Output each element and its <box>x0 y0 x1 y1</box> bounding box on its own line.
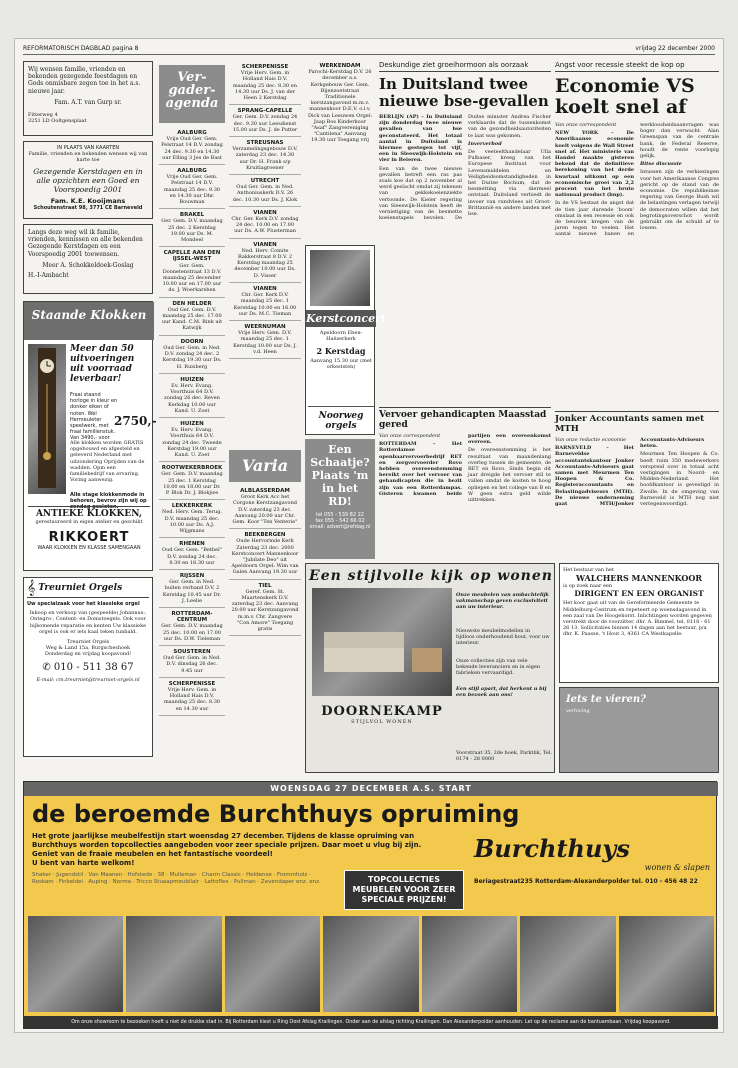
verloving-sub: verloving <box>566 708 590 714</box>
burchthuys-body <box>32 832 452 868</box>
agenda-location: VIANEN <box>253 209 277 216</box>
burchthuys-body1: Het grote jaarlijkse meubelfestijn start woensdag 27 december. Tijdens de klasse opruiming van <box>32 832 415 840</box>
agenda-listing <box>229 61 301 105</box>
thanks-ad-signature: Fam. A.T. van Gurp sr. <box>54 98 122 106</box>
klokken-note: Alle stage klokkenmode in behoren, bevrov zijn wij op zondag gesloten. <box>70 492 147 511</box>
rikkoert-sub: WAAR KLOKKEN EN KLASSE SAMENGAAN <box>37 545 141 551</box>
agenda-column-1 <box>159 127 225 777</box>
rikkoert-logo <box>28 530 150 551</box>
agenda-details: Geref. Gem. St. Maartenskerk D.V. zaterdag 23 dec. Aanvang 20.00 uur Kerstzangavond m.m.v. Chr. Zangvere "Con Amore" Toegang gratis <box>231 588 299 633</box>
agenda-listing <box>229 137 301 175</box>
jonker-headline: Jonker Accountants samen met MTH <box>555 411 719 434</box>
agenda-listing <box>159 608 225 646</box>
duitsland-kicker: Deskundige ziet groeihormoon als oorzaak <box>379 61 551 72</box>
agenda-listing <box>159 127 225 165</box>
orgels-brand: Treurniet Orgels <box>38 583 123 593</box>
walcheren-pre: Het bestuur van het <box>563 567 614 573</box>
agenda-listing <box>159 336 225 374</box>
agenda-column-2 <box>229 61 301 446</box>
agenda-listing <box>229 321 301 359</box>
burchthuys-body3: Geniet van de fraaie meubelen en het fantastische voordeel! <box>32 850 273 858</box>
doornekamp-text2: Onze collecties zijn van vele bekende leveranciers en in eigen fabrieken vervaardigd. <box>456 658 541 677</box>
duitsland-subhead: Inververbod <box>468 140 502 147</box>
klokken-title: Staande Klokken <box>31 308 147 322</box>
klokken-antique <box>28 506 150 525</box>
orgels-header <box>27 581 149 598</box>
doornekamp-logo <box>312 704 452 725</box>
agenda-listing <box>159 646 225 678</box>
kerstconcert-sub: Apeldoorn Eben-Haëzerkerk <box>319 330 363 343</box>
cards-ad <box>23 141 153 219</box>
agenda-location: TIEL <box>258 582 272 589</box>
agenda-details: Ger. Gem. D.V. maandag 25 dec. 2 Kerstdag 19.00 uur Ds. M. Mondeel <box>161 218 223 244</box>
cards-ad-line3: Gezegende Kerstdagen en in alle opzichten een Goed en Voorspoedig 2001 <box>33 166 143 194</box>
long-ad-signature: Meer A. Schokkeldoek-Goslag <box>42 261 134 269</box>
klokken-sub3: uit voorraad <box>70 364 132 374</box>
klokken-sub1: Meer dan 50 <box>70 344 134 354</box>
burchthuys-logo-sub: wonen & slapen <box>644 863 710 872</box>
doornekamp-brand-sub: STIJLVOL WONEN <box>351 719 413 725</box>
jonker-lead: BARNEVELD – Het Barneveldse accountantskantoor Jonker Accountants-Adviseurs gaat samen met Meurmen Ten Hoopen & Co. Registeraccountants en Belastingadviseurs (MTH). De nieuwe onderneming gaat MTH/Jonker Accountants-Adviseurs heten. <box>555 437 705 508</box>
economie-headline: Economie VS koelt snel af <box>555 75 695 118</box>
agenda-listing <box>159 209 225 247</box>
walcheren-title: WALCHERS MANNENKOOR <box>576 573 702 584</box>
agenda-location: ROTTERDAM-CENTRUM <box>171 611 213 624</box>
agenda-location: LEKKERKERK <box>171 503 213 510</box>
header-right: vrijdag 22 december 2000 <box>635 45 715 52</box>
klokken-headline <box>70 344 150 384</box>
agenda-details: Ned. Herv. Gem. Terug. D.V. maandag 25 dec. 10.00 uur Ds. A.J. Wijgmans <box>161 509 222 534</box>
doornekamp-tagline2: Een stijl apart, dat herkent u bij een bezoek aan ons! <box>456 686 547 699</box>
agenda-listing <box>229 175 301 207</box>
agenda-column-3 <box>229 485 301 775</box>
agenda-listing <box>229 283 301 321</box>
agenda-location: BEEKBERGEN <box>244 532 286 539</box>
verloving-title: Iets te vieren? <box>566 694 646 705</box>
agenda-listing <box>229 485 301 529</box>
doornekamp-brand: DOORNEKAMP <box>321 704 443 719</box>
walcheren-ad <box>559 563 719 683</box>
agenda-listing <box>159 165 225 209</box>
burchthuys-logo <box>474 834 710 885</box>
agenda-listing <box>159 538 225 570</box>
agenda-listing <box>159 247 225 297</box>
agenda-details: Oud Ger. Gem. in Ned. Anthoniuskerk D.V. 26 dec. 10.30 uur Ds. J. Klok <box>232 184 298 203</box>
phone-icon: ✆ <box>42 661 51 673</box>
header-left: REFORMATORISCH DAGBLAD pagina 8 <box>23 45 139 52</box>
economie-body: In de VS bestaat de angst dat de tien jaar durende 'boom' omslaat in een recessie en ook de beurzen kregen van de jaren tegen te voelen. Het aantal nieuwe banen en werkloosheidsaanvragen was hoger dan verwacht. Alan Greenspan van de centrale bank, de Federal Reserve, houdt de rente voorlopig gelijk. <box>555 122 719 238</box>
agenda-location: VIANEN <box>253 285 277 292</box>
agenda-listing <box>229 529 301 579</box>
article-vervoer <box>379 407 551 557</box>
furniture-photo-1 <box>28 916 123 1012</box>
vervoer-headline: Vervoer gehandicapten Maasstad gered <box>379 407 551 430</box>
klokken-price-intro: Fraai staand horloge in kleur en donker eiken of noten. Wel Hermeuleter speelwerk, met fraai famillenstuk. Van 3490,- voor <box>70 392 118 442</box>
werkendam-title: WERKENDAM <box>319 63 361 69</box>
vergader-title-block <box>159 65 225 123</box>
werkendam-notice <box>305 61 375 241</box>
burchthuys-address: Beriagestraat235 Rotterdam-Alexanderpolder tel. 010 - 456 48 22 <box>474 878 698 885</box>
orgels-phone: 010 - 511 38 67 <box>53 661 134 673</box>
economie-kicker: Angst voor recessie steekt de kop op <box>555 61 719 72</box>
noorweg-brand: Noorweg orgels <box>308 406 374 431</box>
furniture-photo-4 <box>323 916 418 1012</box>
newspaper-page <box>14 38 724 1033</box>
article-jonker <box>555 411 719 561</box>
kerstconcert-title: Kerstconcert <box>306 312 386 325</box>
walcheren-text: Het koor gaat uit van de Gereformeerde Gemeente te Middelburg-Centrum en repeteert op woensdagavond in een zaal van De Hoogehorst. Inlichtingen worden gegeven verstrekt door de voorzitter, dhr. A. Bimmel, tel. 0118 - 61 26 13. Sollicitaties binnen 14 dagen aan het bestuur, p/a dhr. K. Paasse, 't Hout 3, 4361 CA Westkapelle. <box>563 600 712 638</box>
klokken-ad <box>23 301 157 571</box>
economie-body2: Intussen zijn de verkiezingen voor het Amerikaanse Congres gericht op de stand van de economie. De republikeinse regering van George Bush wil de belastingen verlagen terwijl de democraten willen dat het begrotingsoverschot wordt gebruikt om de schuld af te lossen. <box>640 169 719 232</box>
schaatje-title: Een Schaatje? Plaats 'm in het RD! <box>310 443 370 508</box>
furniture-photo-3 <box>225 916 320 1012</box>
cards-ad-name: Fam. K.E. Kooijmans <box>50 196 126 205</box>
furniture-photo-7 <box>619 916 714 1012</box>
furniture-photo-6 <box>520 916 615 1012</box>
economie-subhead: Bitse discussie <box>640 161 682 168</box>
jonker-byline: Van onze redactie economie <box>555 437 627 443</box>
agenda-location: BRAKEL <box>179 212 205 219</box>
cards-ad-line2: Familie, vrienden en bekenden wensen wij van harte toe <box>28 151 148 164</box>
agenda-location: ALBLASSERDAM <box>240 488 290 494</box>
agenda-details: Oud Ger. Gem. in Ned. D.V. zondag 24 dec. 2 Kerstdag 19.30 uur Ds. H. Ruisberg <box>162 344 222 370</box>
agenda-listing <box>159 374 225 418</box>
agenda-details: Ger. Gem. D.V. maandag 25 dec. 1 Kerstdag 10.00 en 18.00 uur Dr. P. Blok Dr. J. Blokjwe <box>161 471 223 496</box>
verloving-ad <box>559 687 719 773</box>
grandfather-clock-icon <box>28 344 66 494</box>
varia-title: Varia <box>241 456 289 475</box>
economie-lead: NEW YORK – De Amerikaanse economie koelt volgens de Wall Street snel af. Het ministerie van Handel maakte gisteren bekend dat de definitieve berekening van het derde kwartaal uitkomt op een economische groei van 2,2 procent van het bruto nationaal product (bnp). <box>555 130 634 199</box>
klokken-antique-sub: gerestaureerd in eigen atelier en geschikt <box>35 519 143 525</box>
agenda-listing <box>159 678 225 716</box>
agenda-details: Oude Hervormde Kerk Zaterdag 23 dec. 2000 Kerstconcert Mannenkoor "Jubilate Deo" uit Apeldoorn Orgel: Wim van Galen Aanvang 19.30 uur <box>231 538 299 576</box>
duitsland-lead: BERLIJN (AP) – In Duitsland zijn donderdag twee nieuwe gevallen van bse geconstateerd. Het totaal aantal in Duitsland is hiermee gestegen tot vijf, een in Sleeswijk-Holstein en vier in Beieren. <box>379 114 462 164</box>
agenda-details: Chr. Ger. Kerk D.V. zondag 24 dec. 10.00 en 17.00 uur Ds. A.W. Plusterman <box>231 216 299 235</box>
burchthuys-logo-text: Burchthuys <box>474 834 630 863</box>
kerstconcert-date: 2 Kerstdag <box>316 346 366 356</box>
agenda-location: ROOTWEKERBROEK <box>161 465 223 472</box>
duitsland-headline: In Duitsland twee nieuwe bse-gevallen <box>379 75 549 110</box>
klokken-list: Alle klokken worden GRATIS opgebouwd en afgesteld en geleverd Nederland met uitzondering Oprijden van de wadden. Opm een familiebedrijf van ervaring. Voring aanwezig. <box>70 440 145 484</box>
agenda-listing <box>229 207 301 239</box>
agenda-listing <box>229 580 301 637</box>
agenda-details: Ger. Gem. in Ned. buiten verband D.V. 2 Kerstdag 10.45 uur Dr. J. Leelie <box>162 579 222 604</box>
agenda-details: Vrije Herv. Gem. D.V. maandag 25 dec. 1 Kerstdag 10.00 uur Ds. J. v.d. Heen <box>233 330 297 355</box>
walcheren-mid: is op zoek naar een <box>563 583 613 590</box>
thanks-ad <box>23 61 153 136</box>
agenda-details: Groot Kerk Acc het Corgone Kerstzangavond D.V. zaterdag 23 dec. Aanvang 20.00 uur Chr. Gem. Koor "Ten Venterie" <box>232 494 298 526</box>
burchthuys-body2: Burchthuys worden topcollecties aangeboden voor zeer speciale prijzen. Daar moet u vlug bij zijn. <box>32 841 422 849</box>
doornekamp-photo <box>312 588 452 696</box>
schaatje-ad <box>305 439 375 559</box>
vervoer-body: De overeenstemming is het resultaat van maandenlang overleg tussen de gemeente, de RET en Rovo. Sinds begin dit jaar dreigde het vervoer stil te vallen omdat de kosten te hoog opliepen en het college van B en W geen extra geld wilde uittrekken. <box>468 447 551 504</box>
doornekamp-address: Voorstraat 35, 2de hoek, Parktlik, Tel. 0174 - 28 0000 <box>456 750 553 763</box>
klokken-sub4: leverbaar! <box>70 374 122 384</box>
duitsland-body2: De veeteelthandelaar Ulla Pulbaser, kreeg van het Europese Instituut voor Levensmiddelen en Veiligheidsomstandigheden in het Duitse Bochum, dat de besmetting via diermeel ontstaat. Duitsland verbiedt de invoer van rundvlees uit Groot-Brittannië en andere landen met bse. <box>468 149 551 218</box>
agenda-details: Ger. Gem. Doonetenstraat 13 D.V. maandag 25 december 10.00 uur en 17.00 uur ds. J. Woerkarsben <box>162 262 222 294</box>
varia-title-block <box>229 450 301 482</box>
agenda-location: VIANEN <box>253 241 277 248</box>
agenda-details: Oud Ger. Gem. "Bethel" D.V. zondag 24 dec. 8.30 en 18.30 uur <box>162 547 222 566</box>
agenda-listing <box>159 298 225 336</box>
agenda-details: Ev. Herv. Evang. Voorthuis 64 D.V. zondag 26 dec. Reven Kerkdag 10.00 uur Kand. U. Zoet <box>164 382 220 414</box>
klokken-sub2: uitvoeringen <box>70 354 135 364</box>
agenda-listing <box>159 462 225 500</box>
agenda-listing <box>159 500 225 538</box>
agenda-details: Oud Ger. Gem. D.V. maandag 25 dec. 17.00 uur Kand. C.M. Rink uit Katwijk <box>161 306 223 332</box>
article-economie <box>555 61 719 406</box>
werkendam-text: Parochi-Kerstdag D.V. 26 december a.s. Kerkgebouw Ger. Gem. Bijenzoetstraat Traditionele kerstzangavond m.m.v. mannenkoor D.E.V. o.l.v. Dick van Leeuwen Orgel: Jaap Bos Kinderkoor "Asaf" Zangvereniging "Cantilena" Aanvang 19.30 uur Toegang vrij <box>307 69 373 144</box>
agenda-location: AALBURG <box>177 168 207 175</box>
agenda-location: DOORN <box>180 338 204 345</box>
agenda-details: Vrije Oud Ger. Gem. Pelstraat 14 D.V. zondag 24 dec. 9.30 en 14.30 uur Elling 3 Jes de Bast <box>161 136 223 161</box>
burchthuys-date-banner: WOENSDAG 27 DECEMBER A.S. START <box>24 782 718 796</box>
doornekamp-tagline: Onze meubelen van ambachtelijk vakmanschap geven exclusiviteit aan uw interieur. <box>456 592 550 611</box>
agenda-location: RHENEN <box>179 541 205 548</box>
cards-ad-line1: IN PLAATS VAN KAARTEN <box>56 145 120 151</box>
rikkoert-brand: RIKKOERT <box>48 530 130 545</box>
economie-byline: Van onze correspondent <box>555 122 617 128</box>
agenda-location: HUIZEN <box>180 376 204 383</box>
doornekamp-ad <box>305 563 555 773</box>
agenda-location: SPRANG-CAPELLE <box>237 108 293 115</box>
burchthuys-footer: Om onze showroom te bezoeken hoeft u niet de drukke stad in. Bij Rotterdam kiest u Ring Oost Afslag Krailingen. Onder aan de afslag richting Krailingen. Dan Alexanderpolder aanhouden. Let op de reclame aan de bantuambaan. Vrijdag koopavond. <box>24 1016 718 1029</box>
agenda-details: Vrije Oud Ger. Gem. Pelstraat 14 D.V. maandag 25 dec. 9.30 en 14.30 uur Dhr. Bouwman <box>163 174 221 206</box>
vergader-title: Ver-gader-agenda <box>165 70 219 111</box>
long-ad-place: H.-I-Ambacht <box>28 272 69 280</box>
long-ad-text: Langs deze weg wil ik familie, vrienden, kennissen en alle bekenden Gezegende Kerstdagen en een Voorspoedig 2001 toewensen. <box>28 229 143 258</box>
orgels-ad <box>23 577 153 757</box>
schaatje-tel: tel 055 - 539 82 22 <box>316 512 364 518</box>
orgels-email: E-mail: cm.treurniet@treurniet-orgels.nl <box>36 676 140 683</box>
orgels-phone-row <box>27 662 149 673</box>
burchthuys-photo-strip <box>28 916 714 1012</box>
agenda-location: SCHERPENISSE <box>168 680 216 687</box>
sofa-icon <box>312 588 452 696</box>
thanks-ad-text: Wij wensen familie, vrienden en bekenden gezegende feestdagen en Gods onmisbare zegen toe in het a.s. nieuwe jaar. <box>28 66 141 95</box>
furniture-photo-5 <box>422 916 517 1012</box>
orgels-address: Treurniet Orgels Weg & Land 15a, Burgscheshoek Donderdag en vrijdag koopavond! <box>44 639 132 658</box>
organist-photo <box>310 250 370 306</box>
walcheren-role: DIRIGENT EN EEN ORGANIST <box>574 589 704 599</box>
klokken-antique-title: ANTIEKE KLOKKEN, <box>35 509 143 519</box>
furniture-photo-2 <box>126 916 221 1012</box>
doornekamp-title: Een stijlvolle kijk op wonen <box>309 568 553 584</box>
agenda-details: Ger. Gem. D.V. zondag 24 dec. 9.30 uur Leesdienst 15.00 uur Ds. J. de Putter <box>232 114 298 133</box>
page-header <box>23 43 715 55</box>
agenda-details: Ger. Gem. D.V. maandag 25 dec. 10.00 en 17.00 uur Ds. D.W. Tieleman <box>161 623 223 642</box>
treble-clef-icon: 𝄞 <box>27 580 36 596</box>
agenda-location: RIJSSEN <box>179 572 205 579</box>
kerstconcert-time: Aanvang 15.30 uur (met orkeststen) <box>310 358 372 371</box>
agenda-details: Chr. Ger. Kerk D.V. maandag 25 dec. 1 Kerstdag 10.00 en 16.00 uur Ds. M.C. Tieman <box>233 292 297 317</box>
agenda-details: Verzamelingsgebouw D.V. zaterdag 23 dec. 14.30 uur Dr. H. Frank s/p Kruitlagroener <box>232 146 298 171</box>
orgels-text: Inkoop en verkoop van (gespeelde) Johannus-, Ontegro-, Content- en Domstoegels. Ook voor bijkomende reparatie en kenten Uw klassieke orgel is ook er iets kaal teken tunbald. <box>29 610 147 635</box>
burchthuys-headline: de beroemde Burchthuys opruiming <box>32 800 520 828</box>
kerstconcert-ad <box>305 245 386 435</box>
burchthuys-topcollecties: TOPCOLLECTIES MEUBELEN VOOR ZEER SPECIALE PRIJZEN! <box>344 870 464 910</box>
jonker-body: Meurmen Ten Hoopen & Co. heeft ruim 350 medewerkers verspreid over in totaal acht vestigingen in Noord- en Midden-Nederland. Het hoofdkantoor is gevestigd in Zwolle. In de omgeving van Barneveld is MTH nog niet vertegenwoordigd. <box>640 451 719 508</box>
orgels-tagline: Uw specialzaak voor het klassieke orgel <box>27 601 140 607</box>
vervoer-byline: Van onze correspondent <box>379 433 441 439</box>
agenda-details: Ev. Herv. Evang. Voorthuis 64 D.V. zondag 24 dec. Tweede Kerstdag 19.00 uur Kand. U. Zoet <box>162 427 222 458</box>
agenda-location: CAPELLE AAN DEN IJSSEL-WEST <box>163 250 221 263</box>
thanks-ad-address: Fitterweg 4 3251 LD Ooltgensplaat <box>28 112 87 125</box>
schaatje-fax: fax 055 - 542 66 02 <box>315 518 365 525</box>
schaatje-email: email: advert@refdag.nl <box>309 524 371 531</box>
burchthuys-body4: U bent van harte welkom! <box>32 859 135 867</box>
agenda-location: HUIZEN <box>180 420 204 427</box>
agenda-listing <box>159 418 225 462</box>
vervoer-lead: ROTTERDAM – Het Rotterdamse openbaarvervoerbedrijf RET en zorgvervoerder Rovo hebben overeenstemming bereikt over het vervoer van gehandicapten die in bezit zijn van een Rotterdampas. Gisteren kwamen beide partijen een overeenkomst overeen. <box>379 433 551 497</box>
agenda-location: SOUSTEREN <box>173 649 211 656</box>
agenda-details: Vrije Herv. Gem. in Holland Hais D.V. maandag 25 dec. 8.30 en 14.30 uur <box>163 687 221 712</box>
klokken-price: 2750,- <box>114 414 157 428</box>
agenda-location: DEN HELDER <box>172 300 212 307</box>
duitsland-body: Een van de twee nieuwe gevallen betreft een ras pas zoals koe dat op 2 november al werd geslacht omdat zij tekenen van gekkekoeienziekte vertoonde. De Kieler regering van Sleeswijk-Holstein heeft de vernietiging van de besmette koeienstapels bevolen. De Duitse minister Andrea Fischer verklaarde dat de tussenkomst van de gezondheidsautoriteiten te laat was gekomen. <box>379 114 551 222</box>
article-duitsland <box>379 61 551 401</box>
agenda-details: Oud Ger. Gem. in Ned. D.V. dinsdag 26 dec. 9.45 uur <box>163 655 221 674</box>
agenda-listing <box>229 239 301 283</box>
agenda-location: STREUSNAS <box>246 140 284 147</box>
long-ad <box>23 224 153 294</box>
agenda-location: UTRECHT <box>250 178 280 185</box>
clock-photo <box>28 344 66 494</box>
agenda-listing <box>159 570 225 608</box>
burchthuys-brands: Shaker · Jugendstil · Van Maanen · Hofstede · 38 · Mulleman · Charm Classic · Heldense · Frommholz · Roskam · Finkeldei · Auping · Norma · Tricco Stuaapmeubilair · Lattoflex · Pullman · Zevendaper enz. enz. <box>32 872 321 885</box>
agenda-details: Ned. Herv. Comite Rakkerstraat 8 D.V. 2 Kerstdag maandag 25 december 10.00 uur Ds. D. Visser <box>234 247 296 279</box>
agenda-location: WEERNUMAN <box>244 323 286 330</box>
doornekamp-text: Nieuwste meubelmodellen in tijdloos onderhoudend hout, voor uw interieur. <box>456 628 550 647</box>
agenda-location: SCHERPENISSE <box>241 64 289 70</box>
agenda-details: Vrije Herv. Gem. in Holland Hais D.V. maandag 25 dec. 8.30 en 14.30 uur Ds. J. van der Heen 2 Kerstdag <box>233 70 297 102</box>
burchthuys-ad <box>23 781 717 1029</box>
cards-ad-address: Schoutenstraat 98, 3771 CE Barneveld <box>33 204 143 211</box>
agenda-listing <box>229 105 301 137</box>
agenda-location: AALBURG <box>177 130 207 136</box>
